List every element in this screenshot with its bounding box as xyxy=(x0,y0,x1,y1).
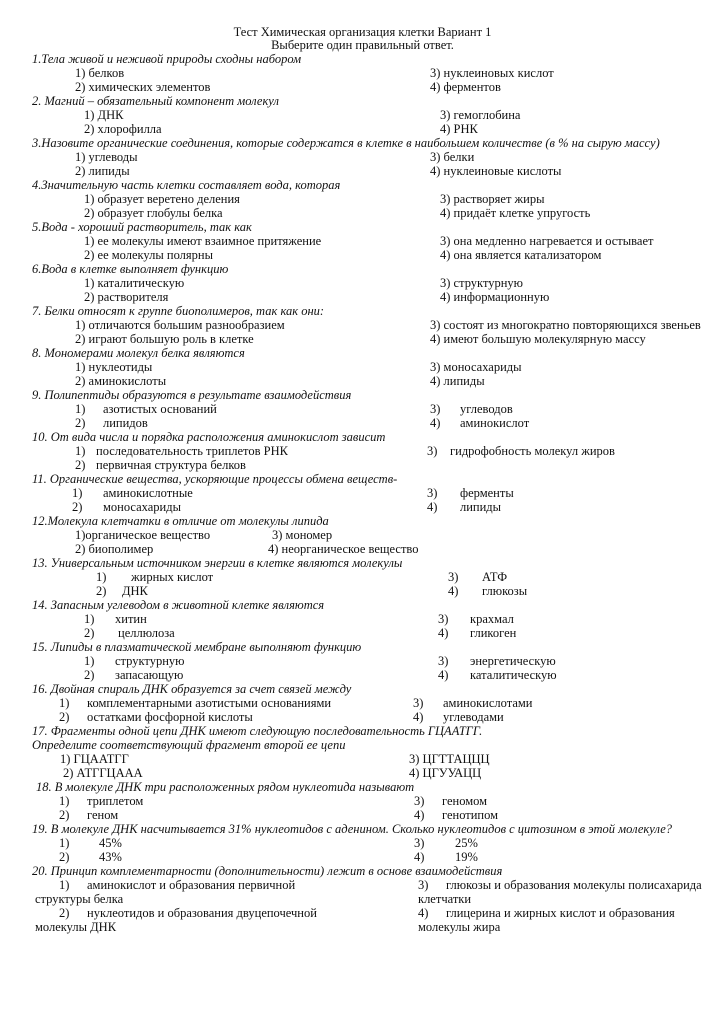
option-number: 1) xyxy=(59,696,70,710)
option-number: 3) xyxy=(427,486,438,500)
option-number: 3) xyxy=(438,612,449,626)
option-number: 2) xyxy=(75,416,86,430)
option-number: 4) xyxy=(430,416,441,430)
page-title: Тест Химическая организация клетки Вариант 1 xyxy=(233,25,492,39)
answer-option-continued: молекулы жира xyxy=(418,920,501,934)
answer-option: остатками фосфорной кислоты xyxy=(87,710,253,724)
answer-option: АТФ xyxy=(482,570,508,584)
question-text: 16. Двойная спираль ДНК образуется за счет связей между xyxy=(32,682,352,696)
answer-option: 19% xyxy=(455,850,478,864)
answer-option: 3) структурную xyxy=(440,276,524,290)
answer-option: гликоген xyxy=(470,626,517,640)
answer-option: жирных кислот xyxy=(131,570,214,584)
answer-option: 4) она является катализатором xyxy=(440,248,602,262)
answer-option: 2) химических элементов xyxy=(75,80,211,94)
option-number: 4) xyxy=(418,906,429,920)
option-number: 1) xyxy=(59,836,70,850)
answer-option: 3) гемоглобина xyxy=(440,108,521,122)
answer-option: каталитическую xyxy=(470,668,557,682)
answer-option: 1) образует веретено деления xyxy=(84,192,240,206)
question-text: 2. Магний – обязательный компонент молекул xyxy=(32,94,279,108)
option-number: 1) xyxy=(84,654,95,668)
answer-option-continued: клетчатки xyxy=(418,892,472,906)
question-text: 12.Молекула клетчатки в отличие от молекулы липида xyxy=(32,514,329,528)
answer-option: 3) состоят из многократно повторяющихся звеньев xyxy=(430,318,701,332)
question-text: 8. Мономерами молекул белка являются xyxy=(32,346,245,360)
answer-option: структурную xyxy=(115,654,185,668)
answer-option: 2) биополимер xyxy=(75,542,154,556)
page-subtitle: Выберите один правильный ответ. xyxy=(271,38,454,52)
answer-option: 1) каталитическую xyxy=(84,276,185,290)
question-text: 1.Тела живой и неживой природы сходны набором xyxy=(32,52,302,66)
option-number: 4) xyxy=(438,668,449,682)
answer-option: 1) ДНК xyxy=(84,108,124,122)
answer-option: 3) мономер xyxy=(272,528,333,542)
option-number: 3) xyxy=(414,836,425,850)
question-text: 17. Фрагменты одной цепи ДНК имеют следующую последовательность ГЦААТГГ. xyxy=(32,724,483,738)
answer-option: 4) ферментов xyxy=(430,80,501,94)
answer-option: хитин xyxy=(115,612,147,626)
option-number: 1) xyxy=(75,402,86,416)
option-number: 1) xyxy=(84,612,95,626)
answer-option: 2) ее молекулы полярны xyxy=(84,248,213,262)
answer-option: 3) ЦГТТАЦЦЦ xyxy=(409,752,490,766)
answer-option: аминокислотные xyxy=(103,486,193,500)
answer-option: ДНК xyxy=(122,584,148,598)
answer-option: 1) ее молекулы имеют взаимное притяжение xyxy=(84,234,322,248)
option-number: 2) xyxy=(84,668,95,682)
answer-option: 2) аминокислоты xyxy=(75,374,167,388)
question-text: 14. Запасным углеводом в животной клетке являются xyxy=(32,598,325,612)
option-number: 1) xyxy=(59,794,70,808)
option-number: 2) xyxy=(72,500,83,514)
answer-option: 3) растворяет жиры xyxy=(440,192,545,206)
answer-option: целлюлоза xyxy=(118,626,175,640)
answer-option: ферменты xyxy=(460,486,514,500)
option-number: 2) xyxy=(59,906,70,920)
question-text-continued: Определите соответствующий фрагмент второй ее цепи xyxy=(32,738,346,752)
question-text: 10. От вида числа и порядка расположения аминокислот зависит xyxy=(32,430,386,444)
option-number: 4) xyxy=(413,710,424,724)
answer-option: аминокислот и образования первичной xyxy=(87,878,296,892)
question-text: 19. В молекуле ДНК насчитывается 31% нуклеотидов с аденином. Сколько нуклеотидов с цитозином в этой молекуле? xyxy=(32,822,673,836)
answer-option: углеводами xyxy=(443,710,504,724)
answer-option: 1) отличаются большим разнообразием xyxy=(75,318,285,332)
question-text: 9. Полипептиды образуются в результате взаимодействия xyxy=(32,388,352,402)
option-number: 2) xyxy=(75,458,86,472)
answer-option: гидрофобность молекул жиров xyxy=(450,444,615,458)
answer-option: 2) АТГГЦААА xyxy=(63,766,143,780)
option-number: 4) xyxy=(414,808,425,822)
answer-option: 3) моносахариды xyxy=(430,360,522,374)
answer-option: нуклеотидов и образования двуцепочечной xyxy=(87,906,317,920)
answer-option: крахмал xyxy=(470,612,514,626)
question-text: 6.Вода в клетке выполняет функцию xyxy=(32,262,229,276)
option-number: 1) xyxy=(96,570,107,584)
option-number: 3) xyxy=(418,878,429,892)
answer-option: моносахариды xyxy=(103,500,181,514)
answer-option: 1) углеводы xyxy=(75,150,138,164)
answer-option: 3) нуклеиновых кислот xyxy=(430,66,554,80)
answer-option: 4) ЦГУУАЦЦ xyxy=(409,766,482,780)
option-number: 1) xyxy=(72,486,83,500)
answer-option: глюкозы xyxy=(482,584,528,598)
answer-option: 1) белков xyxy=(75,66,125,80)
answer-option: глюкозы и образования молекулы полисахарида xyxy=(446,878,702,892)
answer-option: 4) информационную xyxy=(440,290,550,304)
option-number: 1) xyxy=(59,878,70,892)
answer-option: триплетом xyxy=(87,794,144,808)
question-text: 20. Принцип комплементарности (дополнительности) лежит в основе взаимодействия xyxy=(32,864,503,878)
option-number: 3) xyxy=(427,444,438,458)
answer-option: азотистых оснований xyxy=(103,402,217,416)
answer-option: 2) играют большую роль в клетке xyxy=(75,332,254,346)
answer-option: 4) нуклеиновые кислоты xyxy=(430,164,562,178)
option-number: 3) xyxy=(414,794,425,808)
answer-option: 3) белки xyxy=(430,150,475,164)
answer-option: липидов xyxy=(103,416,148,430)
answer-option-continued: молекулы ДНК xyxy=(35,920,117,934)
answer-option: комплементарными азотистыми основаниями xyxy=(87,696,332,710)
answer-option-continued: структуры белка xyxy=(35,892,124,906)
answer-option: 43% xyxy=(99,850,122,864)
answer-option: углеводов xyxy=(460,402,513,416)
answer-option: 1)органическое вещество xyxy=(75,528,211,542)
answer-option: 4) придаёт клетке упругость xyxy=(440,206,591,220)
answer-option: 4) неорганическое вещество xyxy=(268,542,419,556)
option-number: 1) xyxy=(75,444,86,458)
answer-option: геном xyxy=(87,808,119,822)
answer-option: первичная структура белков xyxy=(96,458,246,472)
answer-option: липиды xyxy=(460,500,502,514)
option-number: 4) xyxy=(414,850,425,864)
answer-option: запасающую xyxy=(115,668,184,682)
answer-option: 3) она медленно нагревается и остывает xyxy=(440,234,654,248)
question-text: 15. Липиды в плазматической мембране выполняют функцию xyxy=(32,640,362,654)
answer-option: аминокислот xyxy=(460,416,530,430)
answer-option: 4) РНК xyxy=(440,122,478,136)
answer-option: 2) растворителя xyxy=(84,290,169,304)
answer-option: 2) образует глобулы белка xyxy=(84,206,223,220)
answer-option: глицерина и жирных кислот и образования xyxy=(446,906,675,920)
option-number: 4) xyxy=(427,500,438,514)
answer-option: 2) хлорофилла xyxy=(84,122,162,136)
question-text: 5.Вода - хороший растворитель, так как xyxy=(32,220,252,234)
option-number: 2) xyxy=(84,626,95,640)
question-text: 18. В молекуле ДНК три расположенных рядом нуклеотида называют xyxy=(36,780,415,794)
option-number: 3) xyxy=(448,570,459,584)
answer-option: геномом xyxy=(442,794,488,808)
answer-option: аминокислотами xyxy=(443,696,533,710)
question-text: 11. Органические вещества, ускоряющие процессы обмена веществ- xyxy=(32,472,398,486)
question-text: 7. Белки относят к группе биополимеров, так как они: xyxy=(32,304,325,318)
option-number: 2) xyxy=(96,584,107,598)
answer-option: 1) ГЦААТГГ xyxy=(60,752,129,766)
option-number: 3) xyxy=(413,696,424,710)
answer-option: 25% xyxy=(455,836,478,850)
answer-option: 2) липиды xyxy=(75,164,130,178)
answer-option: 1) нуклеотиды xyxy=(75,360,153,374)
answer-option: последовательность триплетов РНК xyxy=(96,444,288,458)
answer-option: генотипом xyxy=(442,808,499,822)
answer-option: 4) липиды xyxy=(430,374,485,388)
option-number: 2) xyxy=(59,808,70,822)
option-number: 2) xyxy=(59,710,70,724)
option-number: 3) xyxy=(430,402,441,416)
question-text: 3.Назовите органические соединения, которые содержатся в клетке в наибольшем количестве (в % на сырую массу) xyxy=(32,136,660,150)
question-text: 13. Универсальным источником энергии в клетке являются молекулы xyxy=(32,556,403,570)
question-text: 4.Значительную часть клетки составляет вода, которая xyxy=(32,178,341,192)
answer-option: 4) имеют большую молекулярную массу xyxy=(430,332,646,346)
answer-option: энергетическую xyxy=(470,654,556,668)
option-number: 4) xyxy=(438,626,449,640)
answer-option: 45% xyxy=(99,836,122,850)
option-number: 2) xyxy=(59,850,70,864)
option-number: 3) xyxy=(438,654,449,668)
option-number: 4) xyxy=(448,584,459,598)
